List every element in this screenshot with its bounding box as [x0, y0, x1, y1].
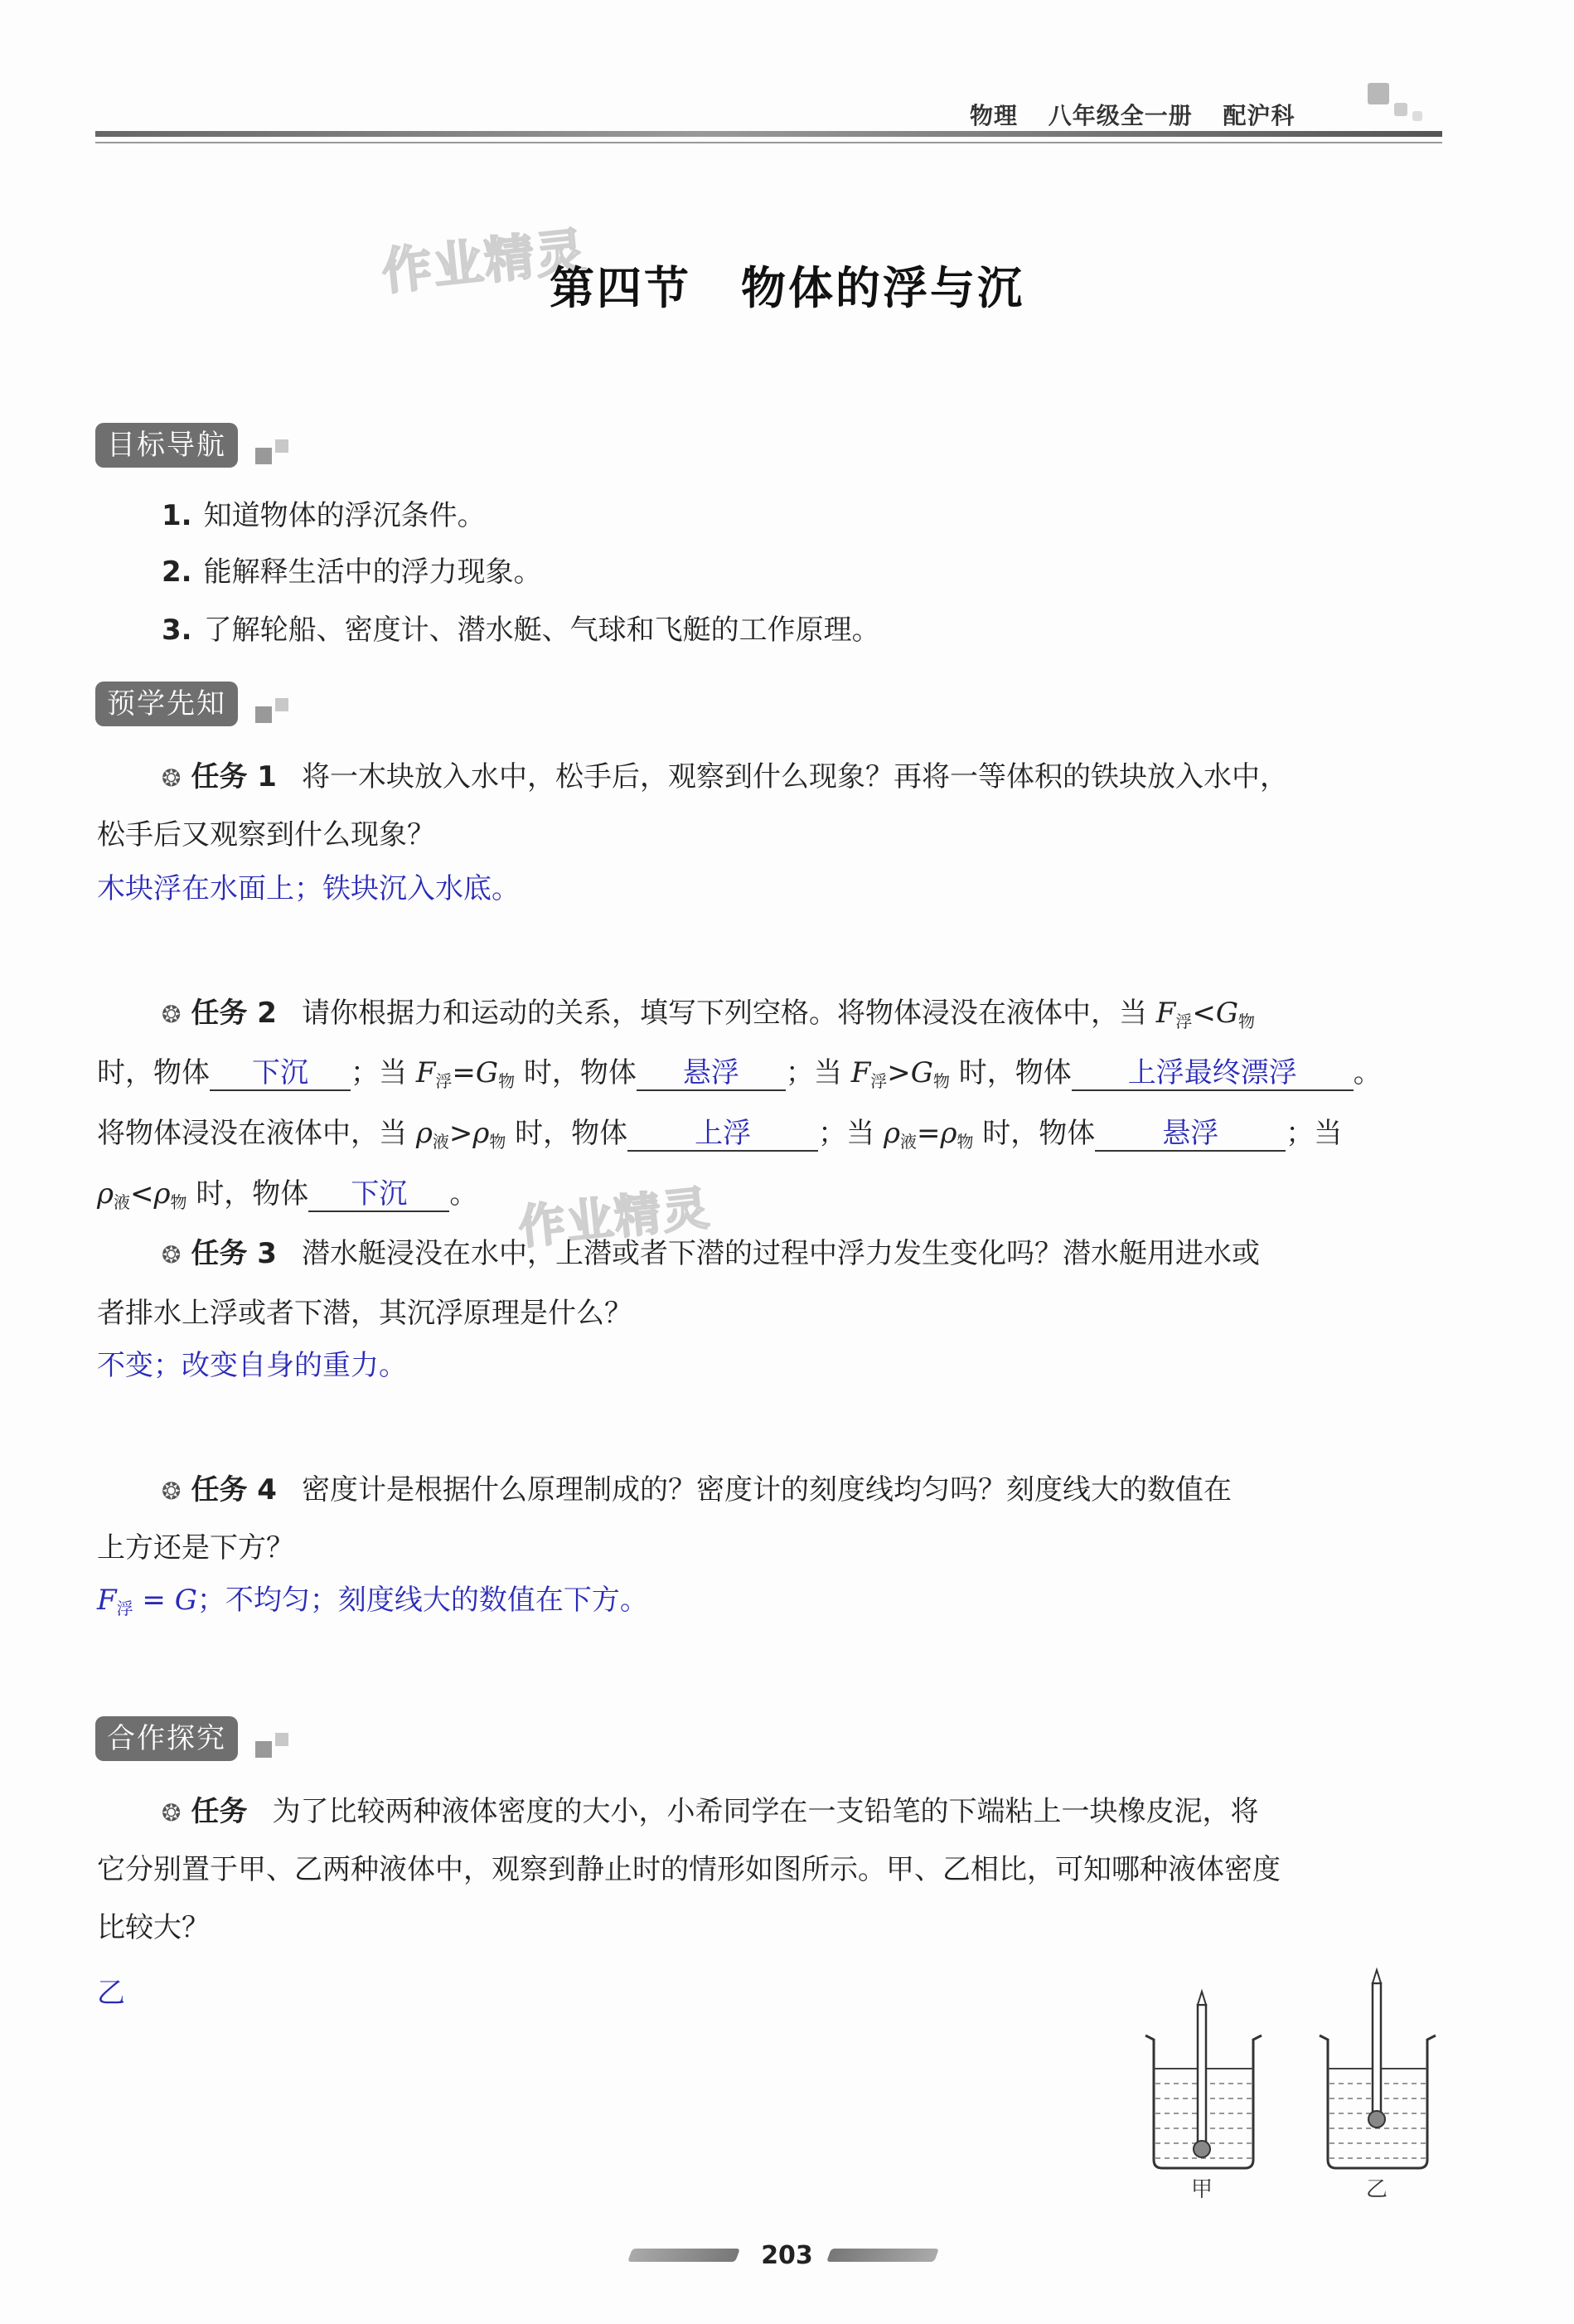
badge-square-icon — [275, 1733, 288, 1746]
badge-square-icon — [275, 698, 288, 711]
task4-line1: ❂ 任务 4 密度计是根据什么原理制成的？密度计的刻度线均匀吗？刻度线大的数值在 — [162, 1473, 1232, 1506]
task4-answer: $F_浮 = G$；不均匀；刻度线大的数值在下方。 — [97, 1584, 648, 1618]
fill-blank: 悬浮 — [637, 1056, 786, 1091]
header-rule — [95, 131, 1442, 137]
gear-icon: ❂ — [162, 1241, 182, 1269]
fill-blank: 上浮 — [627, 1117, 818, 1152]
beaker-yi — [1320, 1970, 1436, 2168]
goal-item: 2. 能解释生活中的浮力现象。 — [162, 556, 542, 589]
section-number: 第四节 — [550, 262, 691, 314]
task1-answer: 木块浮在水面上；铁块沉入水底。 — [97, 872, 520, 905]
page-title — [0, 253, 1574, 317]
gear-icon: ❂ — [162, 1001, 182, 1028]
header-square-icon — [1394, 103, 1407, 116]
header-rule-thin — [95, 142, 1442, 143]
goal-item: 1. 知道物体的浮沉条件。 — [162, 499, 486, 532]
task2-line2: 时，物体 下沉 ；当 $F_浮=G_物$ 时，物体 悬浮 ；当 $F_浮>G_物$ 时，物体 上浮最终漂浮 。 — [97, 1056, 1382, 1091]
header-square-icon — [1368, 83, 1389, 104]
figure-label-yi: 乙 — [1366, 2177, 1388, 2202]
header-square-icon — [1412, 111, 1422, 121]
beaker-figure — [1136, 1965, 1451, 2189]
task3-line1: ❂ 任务 3 潜水艇浸没在水中，上潜或者下潜的过程中浮力发生变化吗？潜水艇用进水或 — [162, 1237, 1260, 1270]
figure-label-jia: 甲 — [1191, 2177, 1213, 2202]
task2-line4: $\rho_液<\rho_物$ 时，物体 下沉 。 — [97, 1177, 478, 1212]
badge-square-icon — [275, 439, 288, 453]
page-number: 203 — [761, 2241, 813, 2270]
gear-icon: ❂ — [162, 1799, 182, 1827]
fill-blank: 下沉 — [308, 1177, 449, 1212]
task2-line1: ❂ 任务 2 请你根据力和运动的关系，填写下列空格。将物体浸没在液体中，当 $F_浮<G_物$ — [162, 997, 1256, 1031]
fill-blank: 上浮最终漂浮 — [1072, 1056, 1354, 1091]
running-header — [970, 98, 1317, 131]
coop-task-line1: ❂ 任务 为了比较两种液体密度的大小，小希同学在一支铅笔的下端粘上一块橡皮泥，将 — [162, 1795, 1259, 1828]
cooperate-badge: 合作探究 — [95, 1716, 238, 1761]
badge-square-icon — [255, 706, 272, 723]
goals-badge: 目标导航 — [95, 423, 238, 468]
watermark: 作业精灵 — [379, 222, 590, 302]
preview-badge: 预学先知 — [95, 682, 238, 726]
task1-line2: 松手后又观察到什么现象？ — [97, 818, 435, 851]
coop-task-line2: 它分别置于甲、乙两种液体中，观察到静止时的情形如图所示。甲、乙相比，可知哪种液体密度 — [97, 1853, 1281, 1886]
task1-line1: ❂ 任务 1 将一木块放入水中，松手后，观察到什么现象？再将一等体积的铁块放入水中， — [162, 760, 1288, 793]
task3-answer: 不变；改变自身的重力。 — [97, 1349, 407, 1382]
header-subject: 物理 — [970, 102, 1019, 129]
task4-line2: 上方还是下方？ — [97, 1531, 294, 1565]
watermark: 作业精灵 — [516, 1181, 714, 1255]
coop-task-answer: 乙 — [97, 1977, 125, 2010]
fill-blank: 悬浮 — [1095, 1117, 1286, 1152]
task2-line3: 将物体浸没在液体中，当 $\rho_液>\rho_物$ 时，物体 上浮 ；当 $\rho_液=\rho_物$ 时，物体 悬浮 ；当 — [97, 1117, 1343, 1152]
section-name: 物体的浮与沉 — [741, 262, 1024, 314]
fill-blank: 下沉 — [210, 1056, 351, 1091]
beaker-jia — [1145, 1992, 1262, 2168]
header-edition: 配沪科 — [1223, 102, 1296, 129]
header-grade: 八年级全一册 — [1048, 102, 1193, 129]
coop-task-line3: 比较大？ — [97, 1911, 210, 1944]
gear-icon: ❂ — [162, 764, 182, 792]
badge-square-icon — [255, 448, 272, 464]
task3-line2: 者排水上浮或者下潜，其沉浮原理是什么？ — [97, 1297, 632, 1330]
goal-item: 3. 了解轮船、密度计、潜水艇、气球和飞艇的工作原理。 — [162, 614, 880, 647]
gear-icon: ❂ — [162, 1477, 182, 1505]
badge-square-icon — [255, 1741, 272, 1758]
